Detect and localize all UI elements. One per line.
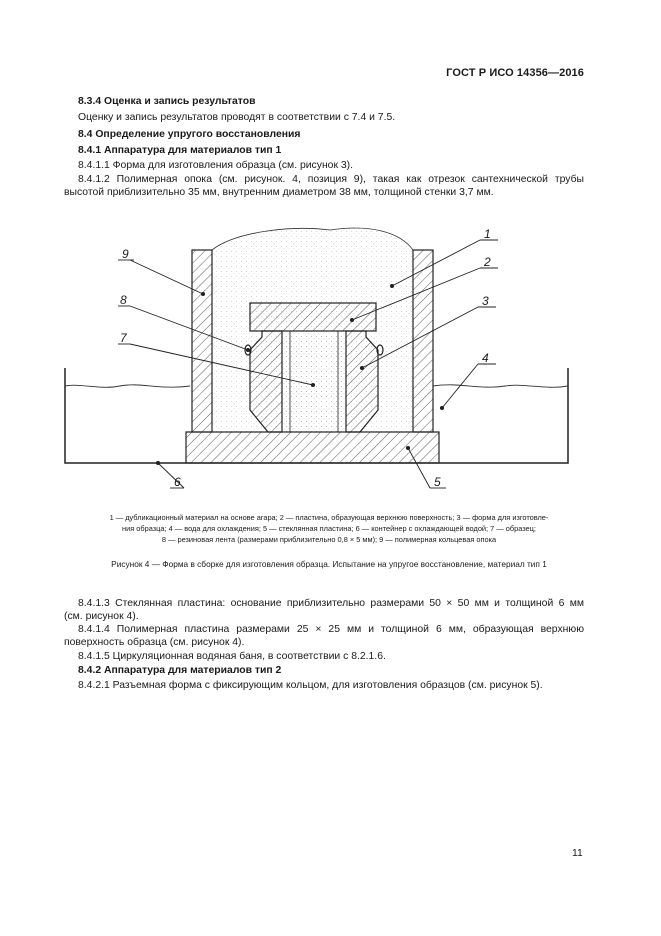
top-plate xyxy=(250,303,376,331)
label-7: 7 xyxy=(120,331,127,345)
ring-wall-right xyxy=(413,250,433,432)
figure-legend-line1: 1 — дубликационный материал на основе агара; 2 — пластина, образующая верхнюю поверхность; 3 — форма для изготовле- xyxy=(109,513,549,522)
label-5: 5 xyxy=(434,475,441,489)
section-8-4-1-2-line2: высотой приблизительно 35 мм, внутренним диаметром 38 мм, толщиной стенки 3,7 мм. xyxy=(64,187,494,198)
figure-4-diagram xyxy=(60,215,580,500)
section-8-4-1-4-line2: поверхность образца (см. рисунок 4). xyxy=(64,637,245,648)
section-8-3-4-title: 8.3.4 Оценка и запись результатов xyxy=(78,96,256,107)
label-8: 8 xyxy=(120,293,127,307)
figure-legend-line3: 8 — резиновая лента (размерами приблизительно 0,8 × 5 мм); 9 — полимерная кольцевая опока xyxy=(161,535,497,544)
figure-caption: Рисунок 4 — Форма в сборке для изготовления образца. Испытание на упругое восстановление, материал тип 1 xyxy=(111,559,547,569)
section-8-4-2-1: 8.4.2.1 Разъемная форма с фиксирующим кольцом, для изготовления образцов (см. рисунок 5). xyxy=(78,680,543,691)
section-8-3-4-body: Оценку и запись результатов проводят в соответствии с 7.4 и 7.5. xyxy=(78,112,396,123)
label-2: 2 xyxy=(484,255,491,269)
standard-header: ГОСТ Р ИСО 14356—2016 xyxy=(446,67,584,79)
label-6: 6 xyxy=(174,475,181,489)
label-1: 1 xyxy=(484,227,491,241)
label-3: 3 xyxy=(482,294,489,308)
section-8-4-2-title: 8.4.2 Аппаратура для материалов тип 2 xyxy=(78,665,282,676)
glass-plate xyxy=(186,432,439,463)
water-surface-left xyxy=(65,385,190,387)
label-9: 9 xyxy=(122,247,129,261)
section-8-4-title: 8.4 Определение упругого восстановления xyxy=(78,129,301,140)
section-8-4-1-2-line1: 8.4.1.2 Полимерная опока (см. рисунок. 4, позиция 9), такая как отрезок сантехнической трубы xyxy=(78,174,584,185)
ring-wall-left xyxy=(192,250,212,432)
page-number: 11 xyxy=(572,848,583,859)
specimen xyxy=(282,331,346,432)
section-8-4-1-4-line1: 8.4.1.4 Полимерная пластина размерами 25 × 25 мм и толщиной 6 мм, образующая верхнюю xyxy=(78,624,584,635)
figure-legend-line2: ния образца; 4 — вода для охлаждения; 5 — стеклянная пластина; 6 — контейнер с охлаждающей водой; 7 — образец; xyxy=(122,524,536,533)
section-8-4-1-3-line2: (см. рисунок 4). xyxy=(64,611,139,622)
section-8-4-1-3-line1: 8.4.1.3 Стеклянная пластина: основание приблизительно размерами 50 × 50 мм и толщиной 6 мм xyxy=(78,598,584,609)
section-8-4-1-title: 8.4.1 Аппаратура для материалов тип 1 xyxy=(78,145,282,156)
section-8-4-1-1: 8.4.1.1 Форма для изготовления образца (см. рисунок 3). xyxy=(78,160,354,171)
section-8-4-1-5: 8.4.1.5 Циркуляционная водяная баня, в соответствии с 8.2.1.6. xyxy=(78,651,386,662)
label-4: 4 xyxy=(482,351,489,365)
water-surface-right xyxy=(433,385,568,387)
